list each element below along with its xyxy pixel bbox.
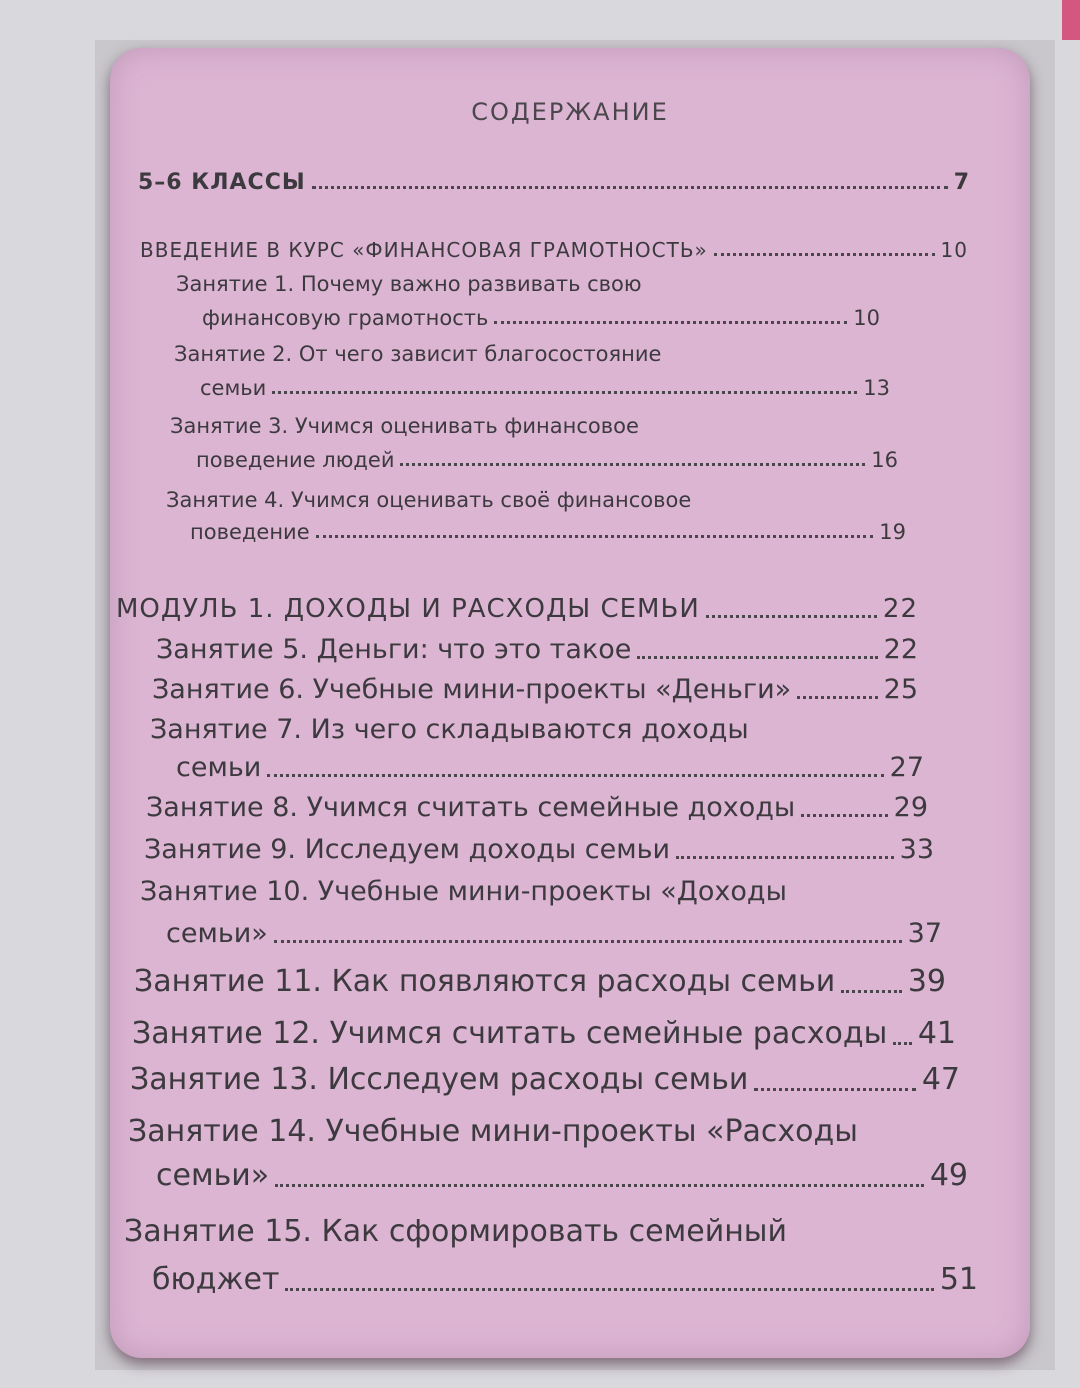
entry-label: бюджет [152,1262,280,1297]
toc-entry-lesson-15-line1[interactable]: Занятие 15. Как сформировать семейный [124,1214,787,1249]
entry-label: 5–6 КЛАССЫ [138,170,306,195]
dot-leader [274,940,902,943]
entry-label: Занятие 11. Как появляются расходы семьи [134,964,836,999]
toc-panel [110,48,1030,1358]
entry-label: семьи [200,376,267,400]
dot-leader [893,1042,912,1045]
entry-page: 10 [940,238,968,262]
entry-label: Занятие 5. Деньги: что это такое [156,634,632,665]
dot-leader [494,321,847,324]
entry-page: 19 [879,520,906,544]
toc-entry-grade[interactable] [138,170,970,195]
toc-entry-lesson-15[interactable] [152,1262,978,1297]
toc-entry-lesson-8[interactable] [146,792,928,823]
entry-page: 49 [929,1158,968,1193]
entry-label: финансовую грамотность [202,306,489,330]
entry-page: 16 [871,448,898,472]
toc-entry-lesson-10-line1[interactable]: Занятие 10. Учебные мини-проекты «Доходы [140,876,787,907]
entry-page: 33 [899,834,934,865]
entry-page: 10 [853,306,880,330]
dot-leader [714,253,935,256]
entry-page: 29 [893,792,928,823]
toc-entry-lesson-10[interactable] [166,918,942,949]
toc-entry-lesson-2-line1[interactable]: Занятие 2. От чего зависит благосостояние [174,342,662,366]
toc-entry-lesson-14[interactable] [156,1158,968,1193]
entry-page: 22 [883,634,918,665]
dot-leader [841,990,902,993]
entry-label: Занятие 13. Исследуем расходы семьи [130,1062,749,1097]
entry-label: Занятие 6. Учебные мини-проекты «Деньги» [152,674,792,705]
toc-entry-lesson-6[interactable] [152,674,918,705]
dot-leader [400,463,865,466]
entry-label: семьи» [166,918,268,949]
dot-leader [754,1088,915,1091]
toc-entry-lesson-7-line1[interactable]: Занятие 7. Из чего складываются доходы [150,714,749,745]
entry-label: поведение [190,520,310,544]
dot-leader [797,696,877,699]
entry-page: 27 [889,752,924,783]
toc-entry-lesson-5[interactable] [156,634,918,665]
entry-label: семьи» [156,1158,270,1193]
toc-entry-lesson-7[interactable] [176,752,924,783]
dot-leader [706,615,877,618]
entry-page: 41 [917,1016,956,1051]
toc-entry-lesson-9[interactable] [144,834,934,865]
dot-leader [637,656,877,659]
entry-label: ВВЕДЕНИЕ В КУРС «ФИНАНСОВАЯ ГРАМОТНОСТЬ» [140,238,708,262]
entry-page: 25 [883,674,918,705]
entry-page: 7 [953,170,970,195]
toc-entry-lesson-4[interactable] [190,520,906,544]
toc-entry-lesson-13[interactable] [130,1062,960,1097]
toc-title: СОДЕРЖАНИЕ [471,98,669,126]
entry-label: МОДУЛЬ 1. ДОХОДЫ И РАСХОДЫ СЕМЬИ [116,594,700,624]
toc-entry-lesson-1-line1[interactable]: Занятие 1. Почему важно развивать свою [176,272,642,296]
entry-label: семьи [176,752,262,783]
toc-entry-module-1[interactable] [116,594,918,624]
entry-page: 37 [907,918,942,949]
toc-entry-lesson-3-line1[interactable]: Занятие 3. Учимся оценивать финансовое [170,414,639,438]
toc-entry-lesson-12[interactable] [132,1016,956,1051]
entry-page: 47 [921,1062,960,1097]
entry-page: 22 [882,594,918,624]
dot-leader [285,1288,933,1291]
entry-page: 39 [907,964,946,999]
toc-entry-lesson-2[interactable] [200,376,890,400]
entry-label: Занятие 12. Учимся считать семейные расходы [132,1016,888,1051]
toc-entry-lesson-4-line1[interactable]: Занятие 4. Учимся оценивать своё финансовое [166,488,692,512]
entry-label: Занятие 9. Исследуем доходы семьи [144,834,671,865]
dot-leader [316,535,874,538]
dot-leader [801,814,887,817]
toc-entry-lesson-1[interactable] [202,306,880,330]
entry-label: Занятие 8. Учимся считать семейные доходы [146,792,796,823]
dot-leader [275,1184,924,1187]
entry-page: 13 [863,376,890,400]
dot-leader [267,774,883,777]
toc-entry-lesson-3[interactable] [196,448,898,472]
dot-leader [676,856,894,859]
dot-leader [272,391,857,394]
toc-entry-lesson-14-line1[interactable]: Занятие 14. Учебные мини-проекты «Расходы [128,1114,858,1149]
toc-entry-intro[interactable] [140,238,968,262]
entry-label: поведение людей [196,448,395,472]
entry-page: 51 [939,1262,978,1297]
book-cover-edge [1062,0,1080,40]
toc-entry-lesson-11[interactable] [134,964,946,999]
dot-leader [312,186,948,189]
